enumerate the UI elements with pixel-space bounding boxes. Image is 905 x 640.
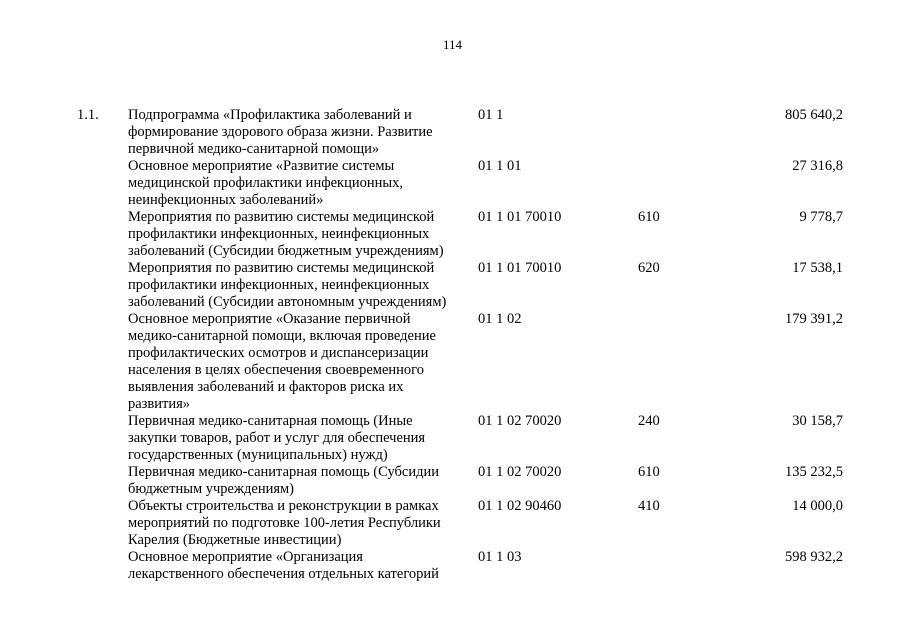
table-row [0,549,905,583]
budget-table [0,107,905,583]
row-name: Основное мероприятие «Развитие системы медицинской профилактики инфекционных, неинфекционных заболеваний» [128,158,403,208]
row-expense-type: 610 [638,464,660,480]
row-number: 1.1. [77,107,99,123]
row-name: Мероприятия по развитию системы медицинской профилактики инфекционных, неинфекционных заболеваний (Субсидии автономным учреждениям) [128,260,447,310]
row-amount: 17 538,1 [792,260,843,276]
row-expense-type: 620 [638,260,660,276]
table-row [0,311,905,413]
row-amount: 14 000,0 [792,498,843,514]
row-amount: 30 158,7 [792,413,843,429]
row-expense-type: 240 [638,413,660,429]
row-expense-type: 410 [638,498,660,514]
row-name: Первичная медико-санитарная помощь (Субсидии бюджетным учреждениям) [128,464,439,497]
row-target-code: 01 1 02 [478,311,522,327]
row-amount: 805 640,2 [785,107,843,123]
table-row [0,413,905,464]
row-amount: 598 932,2 [785,549,843,565]
row-name: Объекты строительства и реконструкции в рамках мероприятий по подготовке 100-летия Республики Карелия (Бюджетные инвестиции) [128,498,441,548]
row-amount: 9 778,7 [799,209,843,225]
row-amount: 135 232,5 [785,464,843,480]
row-target-code: 01 1 03 [478,549,522,565]
row-name: Мероприятия по развитию системы медицинской профилактики инфекционных, неинфекционных заболеваний (Субсидии бюджетным учреждениям) [128,209,444,259]
row-target-code: 01 1 01 [478,158,522,174]
row-target-code: 01 1 01 70010 [478,260,562,276]
table-row [0,498,905,549]
row-name: Подпрограмма «Профилактика заболеваний и формирование здорового образа жизни. Развитие первичной медико-санитарной помощи» [128,107,433,157]
table-row [0,107,905,158]
row-expense-type: 610 [638,209,660,225]
table-row [0,158,905,209]
row-target-code: 01 1 01 70010 [478,209,562,225]
row-amount: 27 316,8 [792,158,843,174]
row-name: Первичная медико-санитарная помощь (Иные закупки товаров, работ и услуг для обеспечения государственных (муниципальных) нужд) [128,413,426,463]
table-row [0,209,905,260]
row-amount: 179 391,2 [785,311,843,327]
row-target-code: 01 1 02 70020 [478,464,562,480]
table-row [0,260,905,311]
row-target-code: 01 1 02 90460 [478,498,562,514]
row-target-code: 01 1 [478,107,504,123]
table-row [0,464,905,498]
row-name: Основное мероприятие «Организация лекарственного обеспечения отдельных категорий [128,549,439,582]
row-target-code: 01 1 02 70020 [478,413,562,429]
page-number: 114 [442,37,463,52]
row-name: Основное мероприятие «Оказание первичной медико-санитарной помощи, включая проведение профилактических осмотров и диспансеризации населения в целях обеспечения своевременного выявления заболеваний и факторов риска их развития» [128,311,436,412]
